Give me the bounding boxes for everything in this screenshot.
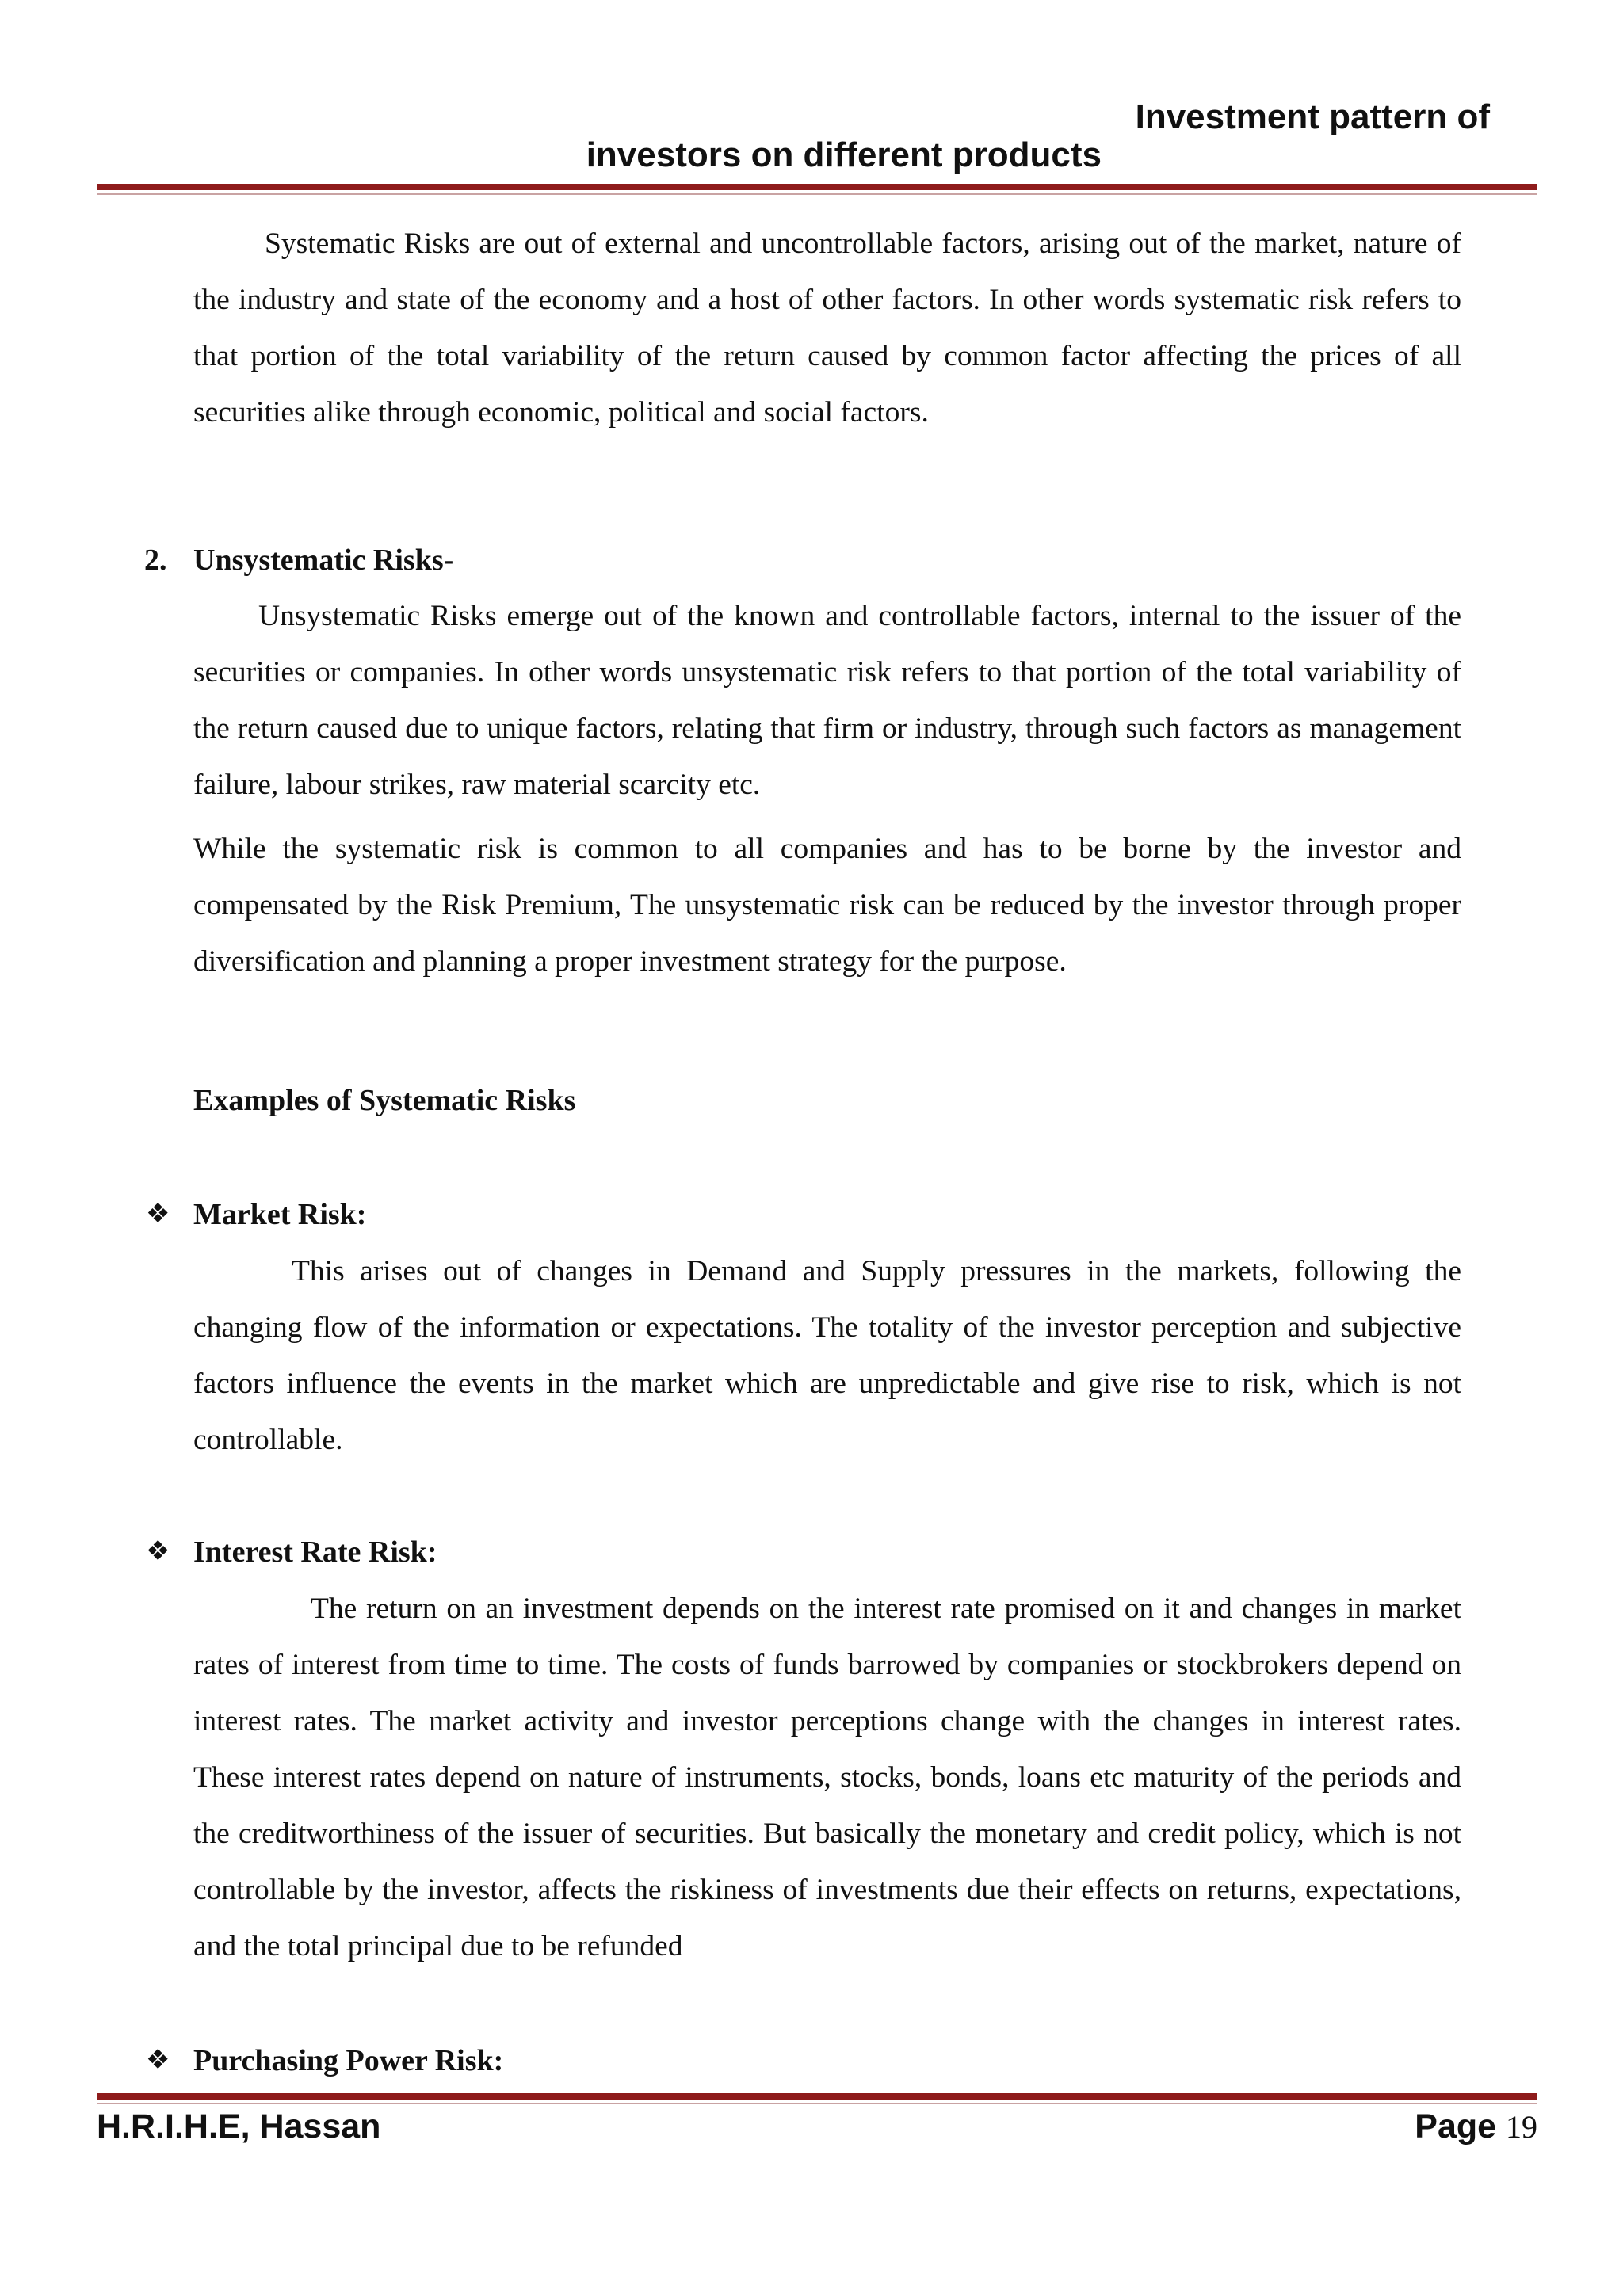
bullet-diamond-icon: ❖ bbox=[146, 1199, 170, 1229]
interest-rate-risk-heading: Interest Rate Risk: bbox=[193, 1535, 437, 1569]
header-rule-thin bbox=[97, 193, 1537, 195]
paragraph-market-risk: This arises out of changes in Demand and Supply pressures in the markets, following the changing flow of the information or expectations. The totality of the investor perception and subjective factors influence the events in the market which are unpredictable and give rise to risk, which is not controllable. bbox=[193, 1255, 1461, 1456]
paragraph-interest-rate-risk: The return on an investment depends on the interest rate promised on it and changes in market rates of interest from time to time. The costs of funds barrowed by companies or stockbrokers depend on interest rates. The market activity and investor perceptions change with the changes in interest rates. These interest rates depend on nature of instruments, stocks, bonds, loans etc maturity of the periods and the creditworthiness of the issuer of securities. But basically the monetary and credit policy, which is not controllable by the investor, affects the riskiness of investments due their effects on returns, expectations, and the total principal due to be refunded bbox=[193, 1592, 1461, 1962]
market-risk-heading: Market Risk: bbox=[193, 1198, 367, 1231]
paragraph-unsystematic: Unsystematic Risks emerge out of the known and controllable factors, internal to the issuer of the securities or companies. In other words unsystematic risk refers to that portion of the total variability of the return caused due to unique factors, relating that firm or industry, through such factors as management failure, labour strikes, raw material scarcity etc. bbox=[193, 600, 1461, 801]
footer-page-number: 19 bbox=[1506, 2109, 1537, 2145]
paragraph-while: While the systematic risk is common to all companies and has to be borne by the investor and compensated by the Risk Premium, The unsystematic risk can be reduced by the investor through proper diversification and planning a proper investment strategy for the purpose. bbox=[193, 833, 1461, 978]
header-title-line2: investors on different products bbox=[586, 135, 1102, 174]
bullet-diamond-icon: ❖ bbox=[146, 1537, 170, 1566]
paragraph-systematic: Systematic Risks are out of external and uncontrollable factors, arising out of the market, nature of the industry and state of the economy and a host of other factors. In other words systematic risk refers to that portion of the total variability of the return caused by common factor affecting the prices of all securities alike through economic, political and social factors. bbox=[193, 227, 1461, 429]
footer-page bbox=[1415, 2107, 1537, 2146]
footer-institution: H.R.I.H.E, Hassan bbox=[97, 2107, 381, 2145]
section-heading-unsystematic: Unsystematic Risks- bbox=[193, 543, 454, 577]
header-rule bbox=[97, 184, 1537, 190]
footer-page-label: Page bbox=[1415, 2107, 1497, 2145]
purchasing-power-risk-heading: Purchasing Power Risk: bbox=[193, 2044, 504, 2077]
footer-rule bbox=[97, 2093, 1537, 2100]
footer-rule-thin bbox=[97, 2103, 1537, 2104]
bullet-diamond-icon: ❖ bbox=[146, 2046, 170, 2075]
examples-heading: Examples of Systematic Risks bbox=[193, 1084, 576, 1117]
section-number: 2. bbox=[144, 543, 167, 577]
header-title-line1: Investment pattern of bbox=[1135, 97, 1490, 136]
